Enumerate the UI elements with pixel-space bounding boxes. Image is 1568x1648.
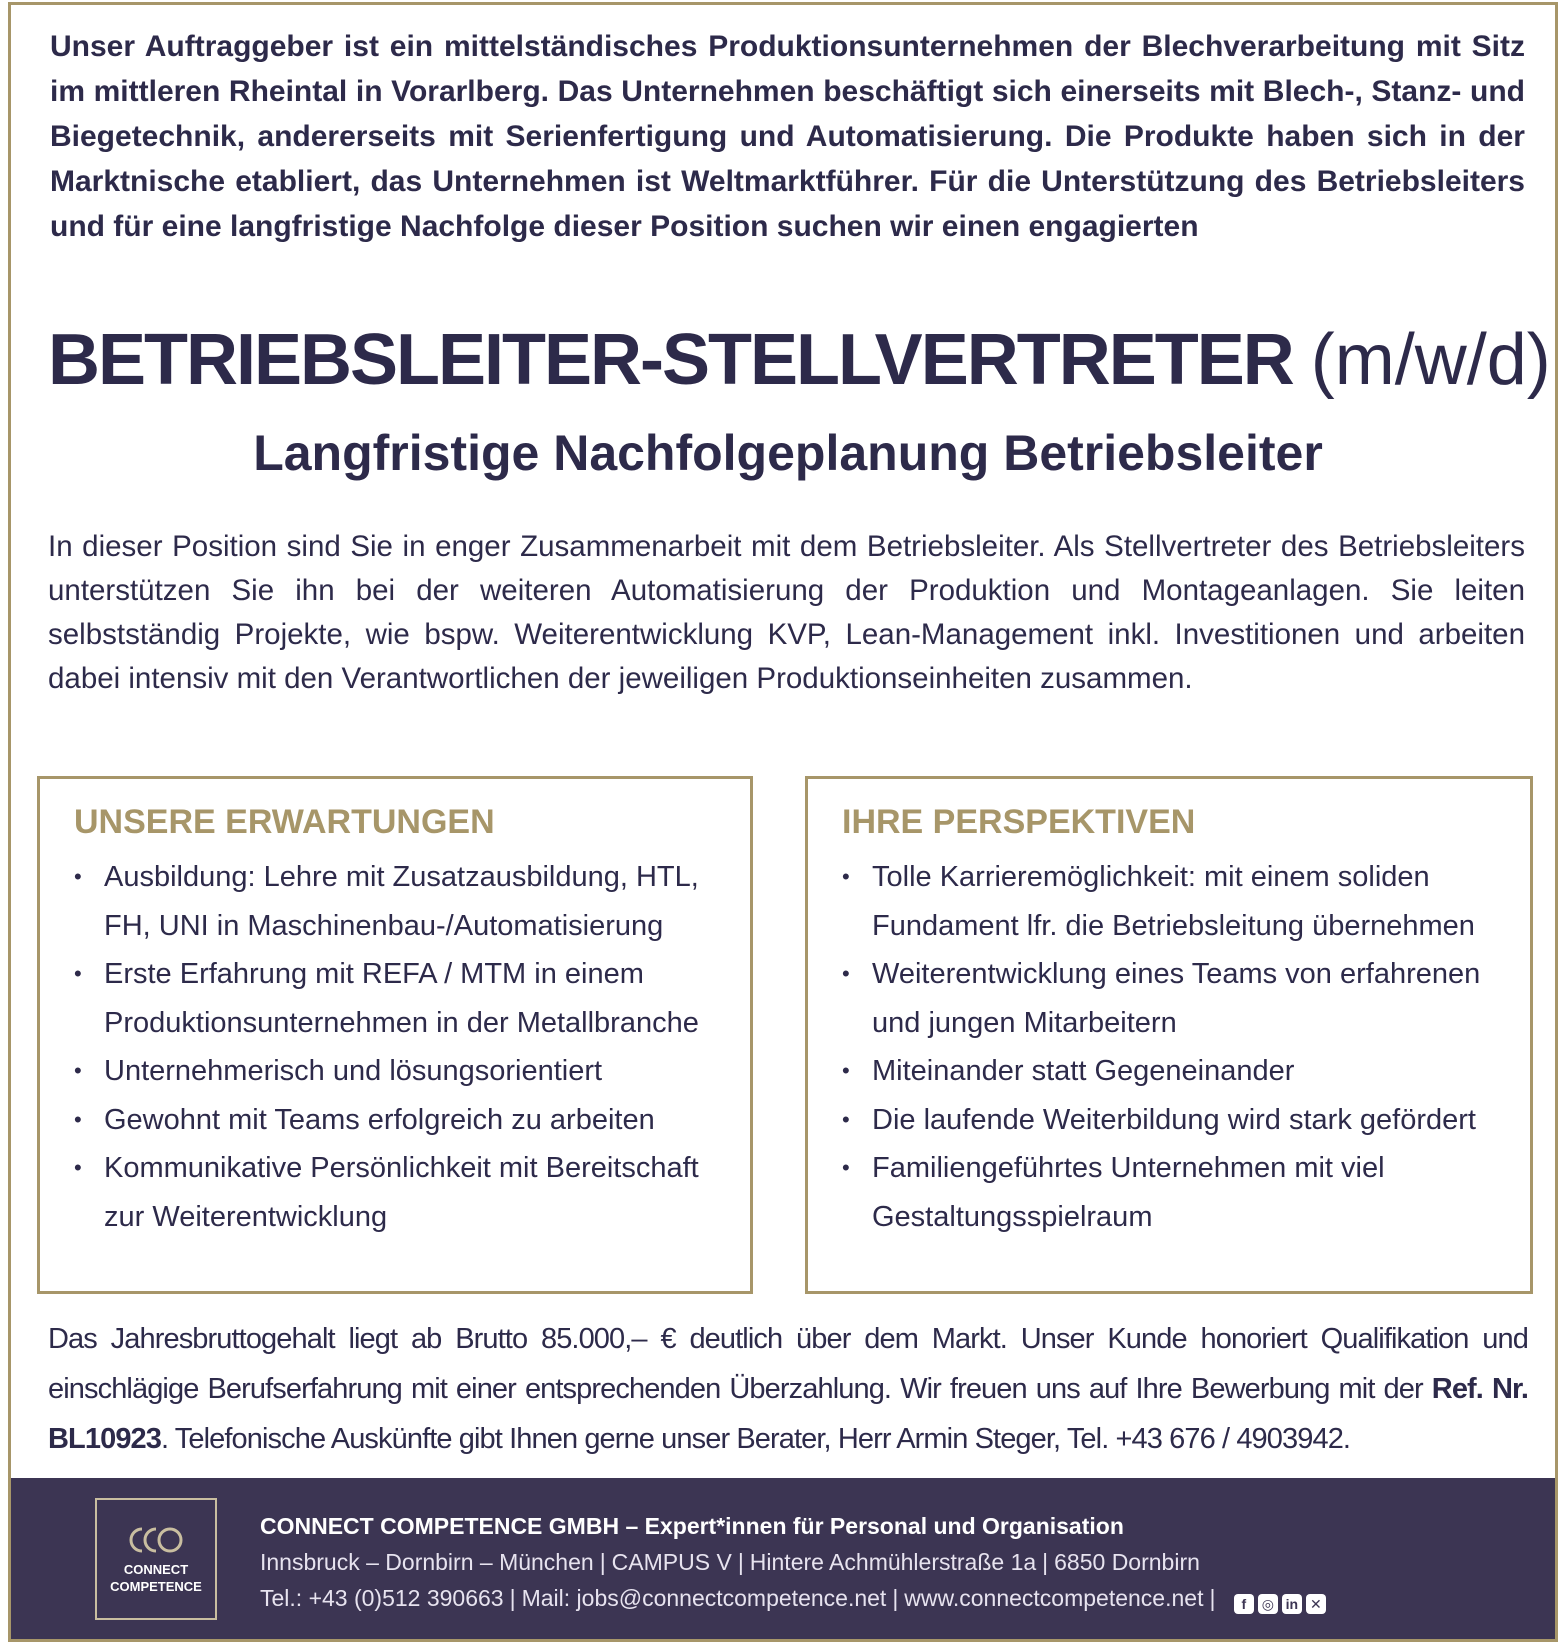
list-item: • Unternehmerisch und lösungsorientiert [74,1047,724,1096]
city: 6850 Dornbirn [1054,1549,1200,1575]
separator: | [509,1585,516,1611]
job-title-main: BETRIEBSLEITER-STELLVERTRETER [48,320,1293,400]
expectations-box [37,776,753,1294]
job-title-suffix: (m/w/d) [1310,320,1551,400]
website-link[interactable]: www.connectcompetence.net [904,1585,1204,1611]
logo-line-2: COMPETENCE [110,1579,202,1594]
list-item: • Gewohnt mit Teams erfolgreich zu arbeiten [74,1096,724,1145]
email-link[interactable]: Mail: jobs@connectcompetence.net [521,1585,887,1611]
separator: | [599,1549,606,1575]
intro-paragraph: Unser Auftraggeber ist ein mittelständisches Produktionsunternehmen der Blechverarbeitung mit Sitz im mittleren Rheintal in Vorarlberg. Das Unternehmen beschäftigt sich einerseits mit Blech-, Stanz- und Biegetechnik, andererseits mit Serienfertigung und Automatisierung. Die Produkte haben sich in der Marktnische etabliert, das Unternehmen ist Weltmarktführer. Für die Unterstützung des Betriebsleiters und für eine langfristige Nachfolge dieser Position suchen wir einen engagierten [50,30,1525,243]
company-footer [11,1478,1555,1639]
perspectives-box [805,776,1533,1294]
street: Hintere Achmühlerstraße 1a [749,1549,1037,1575]
separator: | [892,1585,899,1611]
list-item: • Familiengeführtes Unternehmen mit viel Gestaltungsspielraum [842,1144,1504,1241]
perspectives-heading: IHRE PERSPEKTIVEN [842,803,1196,841]
separator: | [1209,1585,1216,1611]
campus: CAMPUS V [611,1549,732,1575]
company-logo [95,1498,217,1620]
contact-line [260,1580,1520,1616]
facebook-icon[interactable]: f [1234,1594,1254,1614]
expectations-heading: UNSERE ERWARTUNGEN [74,803,495,841]
list-item: • Die laufende Weiterbildung wird stark gefördert [842,1096,1504,1145]
logo-line-1: CONNECT [123,1562,189,1577]
linkedin-icon[interactable]: in [1282,1594,1302,1614]
list-item: • Miteinander statt Gegeneinander [842,1047,1504,1096]
job-subtitle: Langfristige Nachfolgeplanung Betriebsleiter [253,425,1323,481]
separator: | [737,1549,744,1575]
position-description: In dieser Position sind Sie in enger Zusammenarbeit mit dem Betriebsleiter. Als Stellvertreter des Betriebsleiters unterstützen Sie ihn bei der weiteren Automatisierung der Produktion und Montageanlagen. Sie leiten selbstständig Projekte, wie bspw. Weiterentwicklung KVP, Lean-Management inkl. Investitionen und arbeiten dabei intensiv mit den Verantwortlichen der jeweiligen Produktionseinheiten zusammen. [48,530,1525,695]
list-item: • Ausbildung: Lehre mit Zusatzausbildung, HTL, FH, UNI in Maschinenbau-/Automatisierung [74,853,724,950]
separator: | [1042,1549,1049,1575]
address-line [260,1544,1520,1580]
expectations-list [74,853,724,1241]
perspectives-list [842,853,1504,1241]
job-title [48,318,1551,402]
footer-contact-block [260,1508,1520,1616]
list-item: • Weiterentwicklung eines Teams von erfahrenen und jungen Mitarbeitern [842,950,1504,1047]
list-item: • Erste Erfahrung mit REFA / MTM in einem Produktionsunternehmen in der Metallbranche [74,950,724,1047]
locations: Innsbruck – Dornbirn – München [260,1549,594,1575]
reference-number: Ref. Nr. BL10923 [48,1373,1528,1455]
contact-text: . Telefonische Auskünfte gibt Ihnen gerne unser Berater, Herr Armin Steger, Tel. +43 676 / 4903942. [161,1423,1351,1455]
salary-paragraph [48,1314,1528,1464]
list-item: • Kommunikative Persönlichkeit mit Bereitschaft zur Weiterentwicklung [74,1144,724,1241]
salary-text: Das Jahresbruttogehalt liegt ab Brutto 85.000,– € deutlich über dem Markt. Unser Kunde honoriert Qualifikation und einschlägige Berufserfahrung mit einer entsprechenden Überzahlung. Wir freuen uns auf Ihre Bewerbung mit der [48,1323,1528,1405]
connect-competence-logo-icon [124,1523,188,1557]
instagram-icon[interactable]: ◎ [1258,1594,1278,1614]
list-item: • Tolle Karrieremöglichkeit: mit einem soliden Fundament lfr. die Betriebsleitung übernehmen [842,853,1504,950]
company-name: CONNECT COMPETENCE GMBH – Expert*innen für Personal und Organisation [260,1513,1124,1539]
xing-icon[interactable]: ✕ [1306,1594,1326,1614]
phone[interactable]: Tel.: +43 (0)512 390663 [260,1585,504,1611]
social-icons [1234,1594,1326,1614]
